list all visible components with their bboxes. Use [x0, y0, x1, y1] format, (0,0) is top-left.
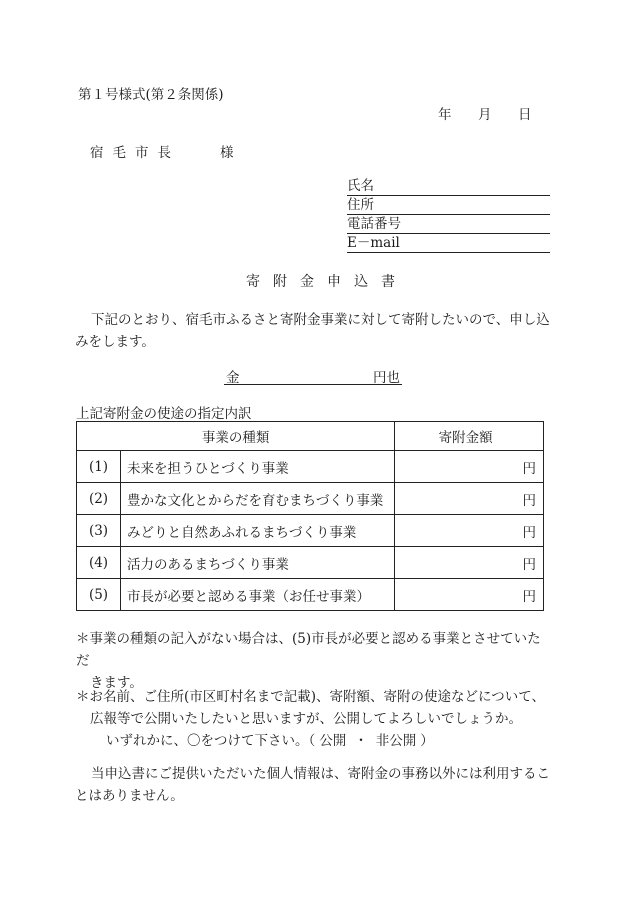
row-yen-unit: 円	[522, 460, 536, 477]
note-default-project	[76, 628, 554, 694]
date-month-label: 月	[478, 107, 492, 123]
table-row	[77, 515, 544, 547]
note-publication	[76, 686, 554, 752]
row-amount-cell[interactable]	[395, 547, 544, 579]
addressee-honorific: 様	[220, 145, 243, 161]
row-yen-unit: 円	[522, 524, 536, 541]
header-type: 事業の種類	[77, 422, 395, 451]
row-project-name: 市長が必要と認める事業（お任せ事業）	[121, 579, 395, 611]
row-project-name: 活力のあるまちづくり事業	[121, 547, 395, 579]
note2-line2: 広報等で公開いたしたいと思いますが、公開してよろしいでしょうか。	[90, 711, 522, 727]
applicant-address-field[interactable]	[347, 196, 550, 215]
row-yen-unit: 円	[522, 492, 536, 509]
option-public[interactable]: 公開	[319, 733, 347, 749]
amount-prefix: 金	[226, 370, 240, 386]
note2-line3	[76, 730, 554, 752]
addressee	[90, 141, 243, 161]
note2-line1: ＊お名前、ご住所(市区町村名まで記載)、寄附額、寄附の使途などについて、	[76, 689, 545, 705]
date-year-label: 年	[438, 107, 452, 123]
applicant-phone-label: 電話番号	[347, 216, 401, 232]
note2-suffix: ）	[420, 733, 434, 749]
applicant-name-field[interactable]	[347, 177, 550, 196]
note1-line1: ＊事業の種類の記入がない場合は、(5)市長が必要と認める事業とさせていただ	[76, 631, 541, 669]
note1-line2: きます。	[90, 675, 143, 691]
row-yen-unit: 円	[522, 588, 536, 605]
date-line	[438, 103, 532, 123]
document-title: 寄附金申込書	[246, 274, 408, 290]
table-row	[77, 483, 544, 515]
row-project-name: みどりと自然あふれるまちづくり事業	[121, 515, 395, 547]
amount-suffix: 円也	[373, 370, 400, 386]
row-yen-unit: 円	[522, 556, 536, 573]
table-row	[77, 579, 544, 611]
option-separator: ・	[354, 733, 368, 749]
form-number: 第１号様式(第２条関係)	[78, 87, 224, 103]
row-amount-cell[interactable]	[395, 451, 544, 483]
header-amount: 寄附金額	[395, 422, 544, 451]
table-header-row	[77, 422, 544, 451]
row-amount-cell[interactable]	[395, 515, 544, 547]
date-day-label: 日	[518, 107, 532, 123]
table-caption: 上記寄附金の使途の指定内訳	[76, 406, 252, 422]
applicant-phone-field[interactable]	[347, 215, 550, 234]
row-number: (4)	[77, 547, 121, 579]
usage-table	[76, 421, 544, 611]
amount-field[interactable]	[224, 366, 402, 385]
addressee-name: 宿毛市長	[90, 145, 180, 161]
applicant-email-field[interactable]	[347, 234, 550, 253]
table-row	[77, 451, 544, 483]
row-number: (1)	[77, 451, 121, 483]
row-project-name: 豊かな文化とからだを育むまちづくり事業	[121, 483, 395, 515]
option-private[interactable]: 非公開	[375, 733, 417, 749]
row-number: (2)	[77, 483, 121, 515]
note2-prefix: いずれかに、〇をつけて下さい。（	[106, 733, 316, 749]
applicant-email-label: E－mail	[347, 235, 400, 251]
intro-paragraph: 下記のとおり、宿毛市ふるさと寄附金事業に対して寄附したいので、申し込みをします。	[75, 312, 550, 350]
row-project-name: 未来を担うひとづくり事業	[121, 451, 395, 483]
row-number: (5)	[77, 579, 121, 611]
row-number: (3)	[77, 515, 121, 547]
row-amount-cell[interactable]	[395, 483, 544, 515]
table-row	[77, 547, 544, 579]
applicant-address-label: 住所	[347, 197, 374, 213]
privacy-notice: 当申込書にご提供いただいた個人情報は、寄附金の事務以外には利用することはありません。	[75, 766, 550, 804]
row-amount-cell[interactable]	[395, 579, 544, 611]
applicant-name-label: 氏名	[347, 178, 374, 194]
